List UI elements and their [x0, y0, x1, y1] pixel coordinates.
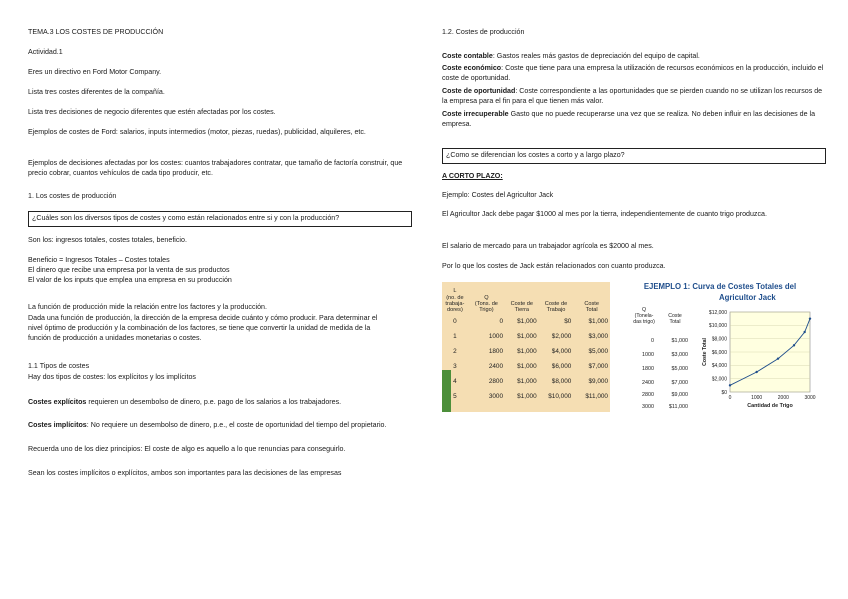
y-tick-label: $8,000: [711, 336, 727, 343]
table-cell: $1,000: [517, 393, 537, 400]
data-point: [729, 384, 731, 386]
paragraph: Sean los costes implícitos o explícitos, ambos son importantes para las decisiones de las empresas: [28, 469, 342, 477]
paragraph: El valor de los inputs que emplea una empresa en su producción: [28, 276, 232, 284]
y-tick-label: $10,000: [708, 323, 727, 330]
table-cell: 2800: [488, 378, 504, 385]
cost-column-header: Coste Total: [668, 313, 682, 325]
table-cell: 1: [453, 333, 457, 340]
definition-accounting-cost: [442, 52, 826, 62]
definition-explicit: [28, 398, 412, 408]
cost-value: $7,000: [671, 380, 688, 386]
total-cost-example-figure: [624, 282, 816, 412]
column-header: Coste Total: [584, 300, 599, 313]
table-cell: $1,000: [517, 333, 537, 340]
table-cell: $1,000: [517, 348, 537, 355]
table-cell: $1,000: [517, 318, 537, 325]
section-heading: 1. Los costes de producción: [28, 192, 117, 200]
definition-text: requieren un desembolso de dinero, p.e. pago de los salarios a los trabajadores.: [86, 398, 342, 406]
paragraph: El salario de mercado para un trabajador agrícola es $2000 al mes.: [442, 242, 654, 250]
paragraph: Ejemplos de decisiones afectadas por los costes: cuantos trabajadores contratar, que tamaño de factoría construir, que precio cobrar, cuantos vehículos de cada tipo producir, etc.: [28, 159, 403, 177]
x-tick-label: 1000: [751, 395, 763, 401]
paragraph: Por lo que los costes de Jack están relacionados con cuanto produzca.: [442, 262, 666, 270]
example-subtitle: Agricultor Jack: [719, 293, 776, 302]
paragraph: El dinero que recibe una empresa por la venta de sus productos: [28, 266, 230, 274]
q-value: 3000: [642, 404, 654, 410]
cost-value: $11,000: [668, 404, 688, 410]
table-cell: $1,000: [517, 363, 537, 370]
q-column-header: Q (Tonela- das trigo): [633, 307, 655, 325]
table-cell: $6,000: [551, 363, 572, 370]
definition-text: : No requiere un desembolso de dinero, p.e., el coste de oportunidad del tiempo del propietario.: [86, 421, 387, 429]
data-point: [777, 357, 779, 359]
q-value: 1800: [642, 366, 654, 372]
column-header: Coste de Tierra: [510, 300, 534, 313]
term: Coste económico: [442, 64, 502, 72]
paragraph: Hay dos tipos de costes: los explícitos y los implícitos: [28, 373, 196, 381]
table-row: [442, 344, 610, 359]
document-title: TEMA.3 LOS COSTES DE PRODUCCIÓN: [28, 28, 164, 36]
definition-economic-cost: [442, 64, 826, 84]
term: Costes explícitos: [28, 398, 87, 406]
table-cell: $5,000: [588, 348, 608, 355]
table-row: [442, 389, 610, 404]
paragraph: Ejemplos de costes de Ford: salarios, inputs intermedios (motor, piezas, ruedas), publicidad, alquileres, etc.: [28, 128, 366, 136]
table-cell: $1,000: [517, 378, 537, 385]
cost-table-figure: [442, 282, 610, 412]
q-value: 1000: [642, 352, 654, 358]
table-cell: $3,000: [588, 333, 608, 340]
paragraph: Lista tres costes diferentes de la compañía.: [28, 88, 165, 96]
cost-value: $9,000: [671, 392, 688, 398]
paragraph: Son los: ingresos totales, costes totales, beneficio.: [28, 236, 187, 244]
definition-text: : Coste que tiene para una empresa la utilización de recursos económicos en la producción, incluido el coste de oportunidad.: [442, 64, 824, 82]
term: Coste irrecuperable: [442, 110, 509, 118]
table-cell: 2: [453, 348, 457, 355]
table-cell: 4: [453, 378, 457, 385]
term: Coste contable: [442, 52, 493, 60]
y-tick-label: $4,000: [711, 363, 727, 370]
definition-text: : Coste correspondiente a las oportunidades que se pierden cuando no se utilizan los recursos de la empresa para el fin para el que tienen más valor.: [442, 87, 823, 105]
paragraph: La función de producción mide la relación entre los factores y la producción.: [28, 303, 267, 311]
formula-line: Beneficio = Ingresos Totales – Costes totales: [28, 256, 170, 264]
paragraph: El Agricultor Jack debe pagar $1000 al mes por la tierra, independientemente de cuanto trigo produzca.: [442, 210, 767, 218]
table-cell: $8,000: [551, 378, 572, 385]
table-cell: $2,000: [551, 333, 572, 340]
activity-label: Actividad.1: [28, 48, 63, 56]
y-tick-label: $6,000: [711, 349, 727, 356]
table-cell: $11,000: [585, 393, 608, 400]
table-cell: 2400: [488, 363, 504, 370]
table-row: [442, 374, 610, 389]
y-tick-label: $2,000: [711, 376, 727, 383]
example-title: Ejemplo: Costes del Agricultor Jack: [442, 191, 554, 199]
table-cell: $0: [564, 318, 572, 325]
table-row: [442, 329, 610, 344]
x-axis-label: Cantidad de Trigo: [747, 403, 793, 409]
table-cell: $7,000: [588, 363, 608, 370]
table-cell: $9,000: [588, 378, 608, 385]
cost-table: [442, 282, 610, 404]
definition-text: : Gastos reales más gastos de depreciación del equipo de capital.: [492, 52, 700, 60]
cost-value: $1,000: [671, 338, 688, 344]
table-cell: 0: [499, 318, 504, 325]
y-tick-label: $0: [721, 389, 727, 396]
data-point: [755, 371, 757, 373]
term: Coste de oportunidad: [442, 87, 516, 95]
column-header: L (no. de trabaja- dores): [445, 288, 465, 313]
cost-value: $3,000: [671, 352, 688, 358]
q-value: 0: [651, 338, 654, 344]
table-row: [442, 314, 610, 329]
table-row: [442, 359, 610, 374]
y-axis-label: Coste Total: [702, 338, 708, 366]
data-point: [793, 344, 795, 346]
question-box: ¿Cuáles son los diversos tipos de costes y como están relacionados entre si y con la producción?: [28, 211, 412, 227]
definition-text: Gasto que no puede recuperarse una vez que se realiza. No deben influir en las decisiones de la empresa.: [442, 110, 816, 128]
x-tick-label: 2000: [777, 395, 789, 401]
paragraph: Lista tres decisiones de negocio diferentes que estén afectadas por los costes.: [28, 108, 276, 116]
section-heading: 1.1 Tipos de costes: [28, 362, 90, 370]
subheading-short-run: A CORTO PLAZO:: [442, 172, 503, 180]
data-point: [803, 331, 805, 333]
table-cell: 5: [453, 393, 457, 400]
table-cell: $4,000: [551, 348, 572, 355]
table-cell: 1800: [488, 348, 504, 355]
table-header-row: [442, 282, 610, 314]
table-cell: $1,000: [588, 318, 608, 325]
term: Costes implícitos: [28, 421, 87, 429]
q-value: 2800: [642, 392, 654, 398]
table-cell: 1000: [488, 333, 504, 340]
definition-implicit: [28, 421, 412, 431]
definition-opportunity-cost: [442, 87, 826, 107]
data-point: [809, 317, 811, 319]
table-cell: 3: [453, 363, 457, 370]
paragraph: Eres un directivo en Ford Motor Company.: [28, 68, 162, 76]
paragraph: Dada una función de producción, la dirección de la empresa decide cuánto y cómo producir. Para determinar el nivel óptimo de producción y la combinación de los factores, se tiene que convertir la unidad de medida de la función de producción a unidades monetarias o costes.: [28, 314, 378, 342]
table-cell: $10,000: [548, 393, 572, 400]
question-box: ¿Como se diferencian los costes a corto y a largo plazo?: [442, 148, 826, 164]
section-heading: 1.2. Costes de producción: [442, 28, 525, 36]
column-header: Q (Tons. de Trigo): [474, 294, 498, 313]
x-tick-label: 3000: [804, 395, 816, 401]
cost-value: $5,000: [671, 366, 688, 372]
q-value: 2400: [642, 380, 654, 386]
paragraph: Recuerda uno de los diez principios: El coste de algo es aquello a lo que renuncias para conseguirlo.: [28, 445, 346, 453]
table-cell: 0: [453, 318, 457, 325]
x-tick-label: 0: [728, 395, 732, 401]
definition-sunk-cost: [442, 110, 826, 130]
example-title: EJEMPLO 1: Curva de Costes Totales del: [643, 282, 797, 291]
column-header: Coste de Trabajo: [544, 300, 568, 313]
table-cell: 3000: [488, 393, 504, 400]
y-tick-label: $12,000: [708, 309, 727, 316]
